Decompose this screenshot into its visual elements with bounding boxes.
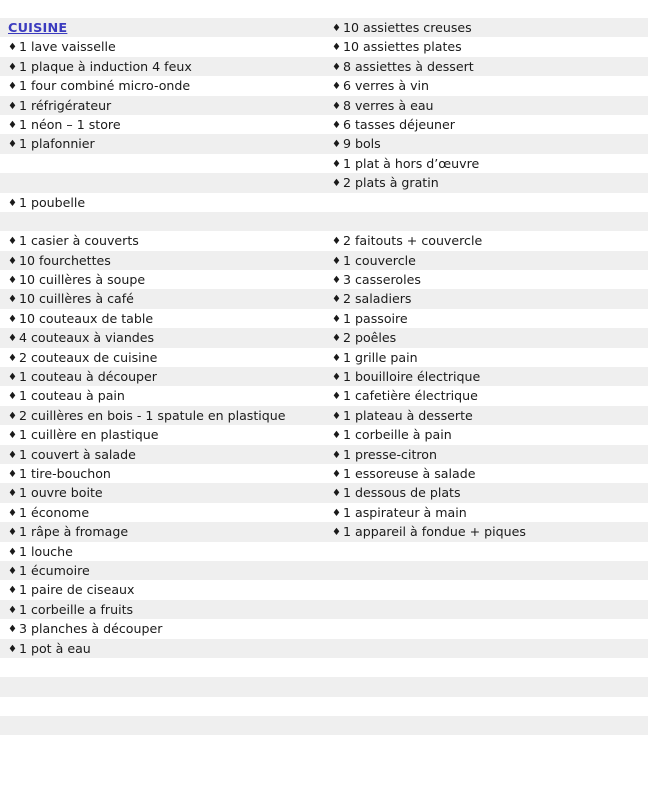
- diamond-bullet-icon: ♦: [8, 604, 17, 616]
- right-cell: [324, 115, 648, 134]
- table-row: [0, 406, 648, 425]
- table-row: [0, 173, 648, 192]
- diamond-bullet-icon: ♦: [332, 178, 341, 190]
- page-title: CUISINE: [8, 21, 68, 36]
- left-cell: [0, 154, 324, 173]
- left-cell: [0, 289, 324, 308]
- left-cell: [0, 328, 324, 347]
- diamond-bullet-icon: ♦: [8, 352, 17, 364]
- list-item: 1 casier à couverts: [18, 233, 139, 249]
- list-item: 1 néon – 1 store: [18, 116, 121, 132]
- left-cell: [0, 251, 324, 270]
- right-cell: [324, 658, 648, 677]
- right-cell: [324, 406, 648, 425]
- left-cell: [0, 522, 324, 541]
- left-cell: [0, 193, 324, 212]
- list-item: 1 couvert à salade: [18, 446, 136, 462]
- right-cell: [324, 600, 648, 619]
- right-cell: [324, 251, 648, 270]
- right-cell: [324, 57, 648, 76]
- diamond-bullet-icon: ♦: [8, 507, 17, 519]
- table-row: [0, 76, 648, 95]
- table-row: [0, 212, 648, 231]
- right-cell: [324, 522, 648, 541]
- list-item: 1 réfrigérateur: [18, 97, 112, 113]
- footer-band: [0, 778, 648, 800]
- right-cell: [324, 561, 648, 580]
- diamond-bullet-icon: ♦: [8, 585, 17, 597]
- list-item: 1 râpe à fromage: [18, 524, 129, 540]
- list-item: 10 fourchettes: [18, 252, 111, 268]
- diamond-bullet-icon: ♦: [8, 391, 17, 403]
- diamond-bullet-icon: ♦: [332, 507, 341, 519]
- list-item: 6 verres à vin: [342, 78, 430, 94]
- table-row: [0, 483, 648, 502]
- list-item: 1 corbeille a fruits: [18, 601, 134, 617]
- left-cell: [0, 18, 324, 37]
- diamond-bullet-icon: ♦: [332, 119, 341, 131]
- table-row: [0, 619, 648, 638]
- table-row: [0, 464, 648, 483]
- diamond-bullet-icon: ♦: [332, 430, 341, 442]
- diamond-bullet-icon: ♦: [332, 391, 341, 403]
- diamond-bullet-icon: ♦: [8, 197, 17, 209]
- right-cell: [324, 270, 648, 289]
- right-cell: [324, 735, 648, 754]
- list-item: 2 faitouts + couvercle: [342, 233, 483, 249]
- diamond-bullet-icon: ♦: [8, 372, 17, 384]
- diamond-bullet-icon: ♦: [8, 546, 17, 558]
- diamond-bullet-icon: ♦: [8, 333, 17, 345]
- table-row: [0, 561, 648, 580]
- list-item: 2 poêles: [342, 330, 397, 346]
- list-item: 10 assiettes plates: [342, 39, 462, 55]
- right-cell: [324, 193, 648, 212]
- list-item: 10 cuillères à soupe: [18, 272, 146, 288]
- table-row: [0, 309, 648, 328]
- diamond-bullet-icon: ♦: [332, 236, 341, 248]
- left-cell: [0, 386, 324, 405]
- list-item: 2 saladiers: [342, 291, 412, 307]
- left-cell: [0, 639, 324, 658]
- list-item: 1 louche: [18, 543, 73, 559]
- list-item: 1 presse-citron: [342, 446, 437, 462]
- list-item: 10 couteaux de table: [18, 310, 154, 326]
- list-item: 1 couteau à découper: [18, 369, 157, 385]
- diamond-bullet-icon: ♦: [8, 313, 17, 325]
- diamond-bullet-icon: ♦: [8, 488, 17, 500]
- diamond-bullet-icon: ♦: [332, 294, 341, 306]
- left-cell: [0, 270, 324, 289]
- list-item: 6 tasses déjeuner: [342, 116, 455, 132]
- left-cell: [0, 367, 324, 386]
- left-cell: [0, 658, 324, 677]
- list-item: 1 corbeille à pain: [342, 427, 452, 443]
- right-cell: [324, 328, 648, 347]
- left-cell: [0, 134, 324, 153]
- left-cell: [0, 309, 324, 328]
- left-cell: [0, 561, 324, 580]
- diamond-bullet-icon: ♦: [332, 42, 341, 54]
- diamond-bullet-icon: ♦: [332, 488, 341, 500]
- table-row: [0, 658, 648, 677]
- list-item: 3 planches à découper: [18, 621, 163, 637]
- list-item: 1 plat à hors d’œuvre: [342, 155, 480, 171]
- list-item: 8 assiettes à dessert: [342, 58, 474, 74]
- list-item: 1 grille pain: [342, 349, 418, 365]
- diamond-bullet-icon: ♦: [8, 565, 17, 577]
- right-cell: [324, 37, 648, 56]
- table-row: [0, 231, 648, 250]
- right-cell: [324, 348, 648, 367]
- left-cell: [0, 580, 324, 599]
- diamond-bullet-icon: ♦: [8, 624, 17, 636]
- table-row: [0, 18, 648, 37]
- table-row: [0, 57, 648, 76]
- diamond-bullet-icon: ♦: [8, 430, 17, 442]
- diamond-bullet-icon: ♦: [332, 139, 341, 151]
- diamond-bullet-icon: ♦: [332, 352, 341, 364]
- diamond-bullet-icon: ♦: [8, 236, 17, 248]
- table-row: [0, 348, 648, 367]
- list-item: 1 tire-bouchon: [18, 465, 111, 481]
- list-item: 4 couteaux à viandes: [18, 330, 155, 346]
- list-item: 2 cuillères en bois - 1 spatule en plastique: [18, 407, 286, 423]
- diamond-bullet-icon: ♦: [332, 313, 341, 325]
- table-row: [0, 134, 648, 153]
- table-row: [0, 270, 648, 289]
- table-row: [0, 289, 648, 308]
- diamond-bullet-icon: ♦: [8, 449, 17, 461]
- left-cell: [0, 212, 324, 231]
- left-cell: [0, 425, 324, 444]
- right-cell: [324, 76, 648, 95]
- left-cell: [0, 697, 324, 716]
- right-cell: [324, 96, 648, 115]
- left-cell: [0, 677, 324, 696]
- diamond-bullet-icon: ♦: [332, 61, 341, 73]
- diamond-bullet-icon: ♦: [332, 158, 341, 170]
- right-cell: [324, 367, 648, 386]
- diamond-bullet-icon: ♦: [8, 139, 17, 151]
- diamond-bullet-icon: ♦: [332, 372, 341, 384]
- list-item: 8 verres à eau: [342, 97, 434, 113]
- right-cell: [324, 173, 648, 192]
- right-cell: [324, 18, 648, 37]
- list-item: 9 bols: [342, 136, 381, 152]
- diamond-bullet-icon: ♦: [332, 81, 341, 93]
- right-cell: [324, 231, 648, 250]
- diamond-bullet-icon: ♦: [332, 527, 341, 539]
- list-item: 1 couvercle: [342, 252, 416, 268]
- list-item: 1 passoire: [342, 310, 408, 326]
- list-item: 1 paire de ciseaux: [18, 582, 135, 598]
- table-row: [0, 697, 648, 716]
- left-cell: [0, 445, 324, 464]
- list-item: 3 casseroles: [342, 272, 421, 288]
- diamond-bullet-icon: ♦: [332, 255, 341, 267]
- left-cell: [0, 716, 324, 735]
- table-row: [0, 580, 648, 599]
- left-cell: [0, 464, 324, 483]
- right-cell: [324, 580, 648, 599]
- list-item: 1 four combiné micro-onde: [18, 78, 191, 94]
- left-cell: [0, 348, 324, 367]
- list-item: 1 poubelle: [18, 194, 86, 210]
- right-cell: [324, 289, 648, 308]
- diamond-bullet-icon: ♦: [8, 527, 17, 539]
- table-row: [0, 600, 648, 619]
- left-cell: [0, 406, 324, 425]
- diamond-bullet-icon: ♦: [332, 410, 341, 422]
- diamond-bullet-icon: ♦: [332, 333, 341, 345]
- table-row: [0, 115, 648, 134]
- left-cell: [0, 483, 324, 502]
- list-item: 1 appareil à fondue + piques: [342, 524, 526, 540]
- table-row: [0, 716, 648, 735]
- diamond-bullet-icon: ♦: [8, 294, 17, 306]
- table-row: [0, 386, 648, 405]
- diamond-bullet-icon: ♦: [8, 81, 17, 93]
- right-cell: [324, 154, 648, 173]
- table-row: [0, 251, 648, 270]
- left-cell: [0, 231, 324, 250]
- diamond-bullet-icon: ♦: [332, 100, 341, 112]
- left-cell: [0, 735, 324, 754]
- table-row: [0, 96, 648, 115]
- left-cell: [0, 57, 324, 76]
- table-row: [0, 328, 648, 347]
- right-cell: [324, 716, 648, 735]
- left-cell: [0, 542, 324, 561]
- table-row: [0, 522, 648, 541]
- table-row: [0, 367, 648, 386]
- right-cell: [324, 483, 648, 502]
- list-item: 1 cafetière électrique: [342, 388, 478, 404]
- list-item: 1 écumoire: [18, 562, 90, 578]
- list-item: 1 aspirateur à main: [342, 504, 467, 520]
- right-cell: [324, 542, 648, 561]
- left-cell: [0, 619, 324, 638]
- right-cell: [324, 134, 648, 153]
- diamond-bullet-icon: ♦: [8, 119, 17, 131]
- table-row: [0, 542, 648, 561]
- list-item: 1 bouilloire électrique: [342, 369, 481, 385]
- list-item: 1 pot à eau: [18, 640, 91, 656]
- list-item: 2 plats à gratin: [342, 175, 439, 191]
- list-item: 1 plateau à desserte: [342, 407, 473, 423]
- left-cell: [0, 96, 324, 115]
- table-row: [0, 445, 648, 464]
- diamond-bullet-icon: ♦: [332, 468, 341, 480]
- diamond-bullet-icon: ♦: [8, 275, 17, 287]
- right-cell: [324, 464, 648, 483]
- diamond-bullet-icon: ♦: [8, 410, 17, 422]
- inventory-table: [0, 18, 648, 755]
- table-row: [0, 154, 648, 173]
- list-item: 1 essoreuse à salade: [342, 465, 476, 481]
- diamond-bullet-icon: ♦: [8, 643, 17, 655]
- table-row: [0, 37, 648, 56]
- left-cell: [0, 115, 324, 134]
- table-row: [0, 503, 648, 522]
- diamond-bullet-icon: ♦: [8, 255, 17, 267]
- diamond-bullet-icon: ♦: [332, 275, 341, 287]
- right-cell: [324, 425, 648, 444]
- right-cell: [324, 386, 648, 405]
- right-cell: [324, 309, 648, 328]
- list-item: 1 ouvre boite: [18, 485, 103, 501]
- left-cell: [0, 76, 324, 95]
- list-item: 1 plafonnier: [18, 136, 95, 152]
- right-cell: [324, 639, 648, 658]
- table-row: [0, 425, 648, 444]
- right-cell: [324, 677, 648, 696]
- list-item: 1 plaque à induction 4 feux: [18, 58, 192, 74]
- table-row: [0, 677, 648, 696]
- right-cell: [324, 697, 648, 716]
- diamond-bullet-icon: ♦: [332, 23, 341, 34]
- list-item: 10 cuillères à café: [18, 291, 134, 307]
- table-row: [0, 193, 648, 212]
- diamond-bullet-icon: ♦: [8, 42, 17, 54]
- left-cell: [0, 503, 324, 522]
- right-cell: [324, 445, 648, 464]
- diamond-bullet-icon: ♦: [8, 100, 17, 112]
- right-cell: [324, 503, 648, 522]
- list-item: 1 couteau à pain: [18, 388, 125, 404]
- diamond-bullet-icon: ♦: [332, 449, 341, 461]
- list-item: 2 couteaux de cuisine: [18, 349, 158, 365]
- diamond-bullet-icon: ♦: [8, 61, 17, 73]
- right-cell: [324, 619, 648, 638]
- list-item: 1 cuillère en plastique: [18, 427, 159, 443]
- table-row: [0, 639, 648, 658]
- left-cell: [0, 37, 324, 56]
- list-item: 1 lave vaisselle: [18, 39, 116, 55]
- table-row: [0, 735, 648, 754]
- list-item: 10 assiettes creuses: [342, 20, 472, 35]
- list-item: 1 dessous de plats: [342, 485, 461, 501]
- diamond-bullet-icon: ♦: [8, 468, 17, 480]
- right-cell: [324, 212, 648, 231]
- left-cell: [0, 173, 324, 192]
- list-item: 1 économe: [18, 504, 90, 520]
- left-cell: [0, 600, 324, 619]
